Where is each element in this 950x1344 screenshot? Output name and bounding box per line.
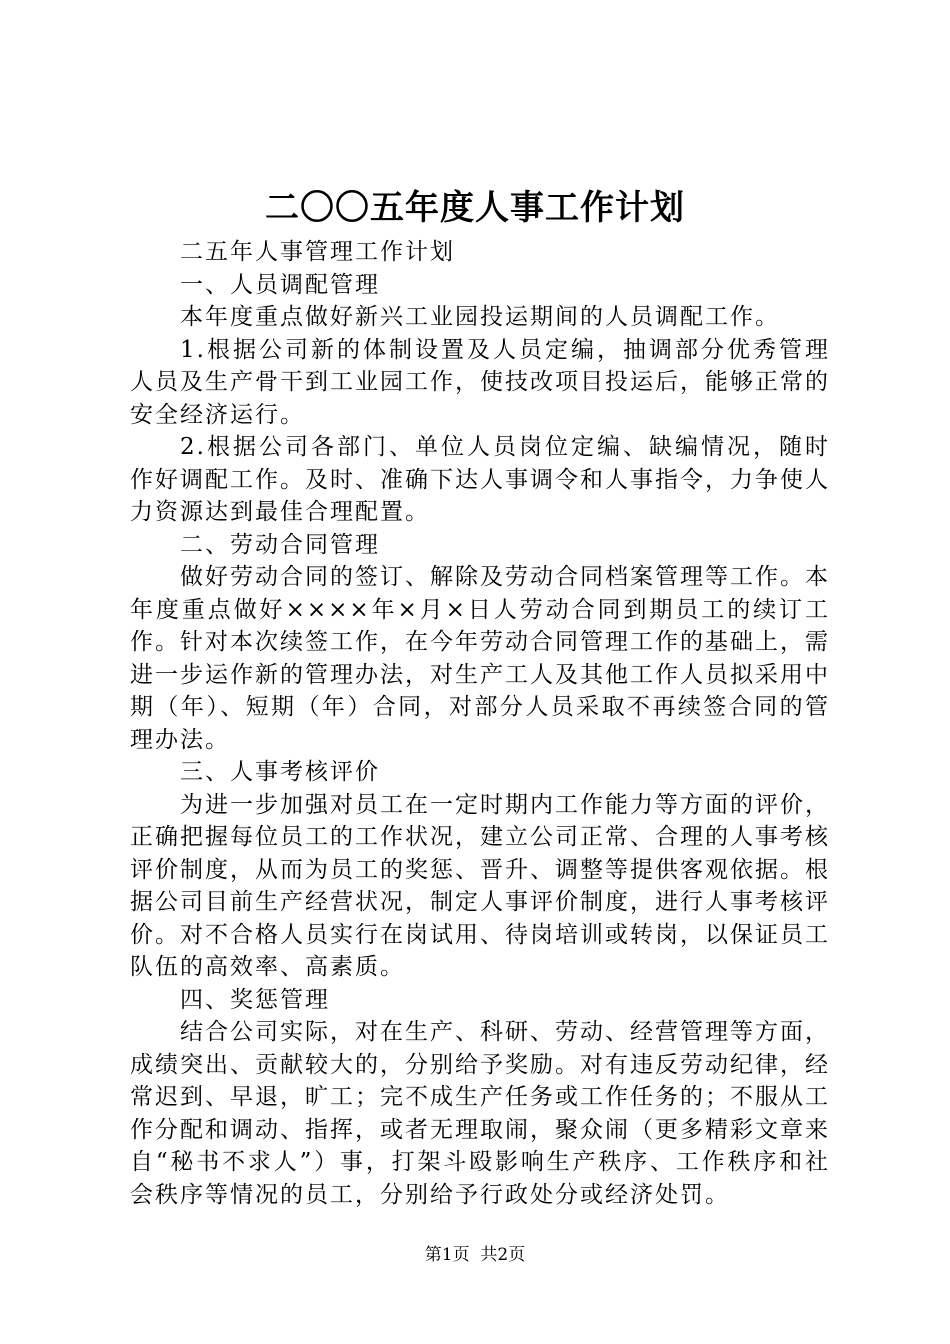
paragraph: 1.根据公司新的体制设置及人员定编，抽调部分优秀管理人员及生产骨干到工业园工作，使技改项目投运后，能够正常的安全经济运行。 <box>130 336 830 428</box>
paragraph: 做好劳动合同的签订、解除及劳动合同档案管理等工作。本年度重点做好××××年×月×日人劳动合同到期员工的续订工作。针对本次续签工作，在今年劳动合同管理工作的基础上，需进一步运作新的管理办法，对生产工人及其他工作人员拟采用中期（年）、短期（年）合同，对部分人员采取不再续签合同的管理办法。 <box>130 564 830 753</box>
page-number: 第1页 共2页 <box>424 1245 526 1265</box>
document-body <box>130 236 830 1211</box>
paragraph: 结合公司实际，对在生产、科研、劳动、经营管理等方面，成绩突出、贡献较大的，分别给予奖励。对有违反劳动纪律，经常迟到、早退，旷工；完不成生产任务或工作任务的；不服从工作分配和调动、指挥，或者无理取闹，聚众闹（更多精彩文章来自“秘书不求人”）事，打架斗殴影响生产秩序、工作秩序和社会秩序等情况的员工，分别给予行政处分或经济处罚。 <box>130 1019 830 1208</box>
section-heading-4: 四、奖惩管理 <box>180 986 330 1013</box>
document-title: 二〇〇五年度人事工作计划 <box>265 188 685 228</box>
section-heading-3: 三、人事考核评价 <box>180 759 380 785</box>
paragraph-subtitle: 二五年人事管理工作计划 <box>180 239 455 265</box>
section-heading-2: 二、劳动合同管理 <box>180 531 380 558</box>
paragraph: 本年度重点做好新兴工业园投运期间的人员调配工作。 <box>180 304 780 330</box>
section-heading-1: 一、人员调配管理 <box>180 271 380 298</box>
paragraph: 为进一步加强对员工在一定时期内工作能力等方面的评价，正确把握每位员工的工作状况，建立公司正常、合理的人事考核评价制度，从而为员工的奖惩、晋升、调整等提供客观依据。根据公司目前生产经营状况，制定人事评价制度，进行人事考核评价。对不合格人员实行在岗试用、待岗培训或转岗，以保证员工队伍的高效率、高素质。 <box>130 791 830 980</box>
paragraph: 2.根据公司各部门、单位人员岗位定编、缺编情况，随时作好调配工作。及时、准确下达人事调令和人事指令，力争使人力资源达到最佳合理配置。 <box>130 434 830 525</box>
page-footer <box>0 1244 950 1266</box>
